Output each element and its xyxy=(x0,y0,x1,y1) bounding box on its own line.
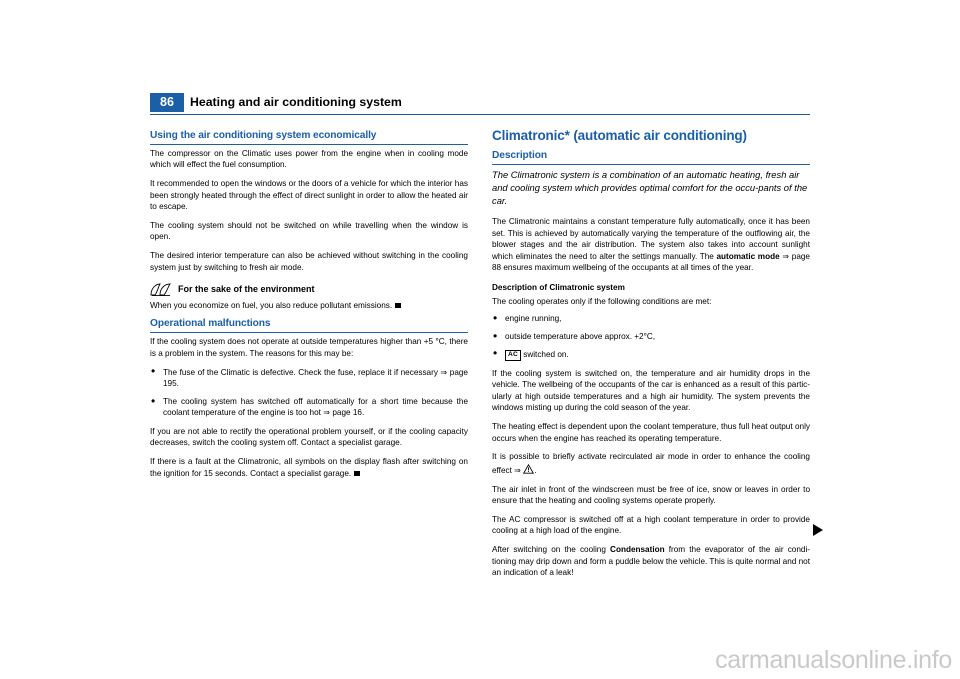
page-number: 86 xyxy=(150,93,184,112)
section-heading-malfunctions: Operational malfunctions xyxy=(150,318,468,333)
environment-leaf-icon xyxy=(150,282,172,297)
paragraph: If you are not able to rectify the operational problem yourself, or if the cooling capacity decreases, switch the cooling system off. Contact a specialist garage. xyxy=(150,426,468,448)
subheading-description-of-system: Description of Climatronic system xyxy=(492,283,625,293)
section-heading-description: Description xyxy=(492,150,810,165)
paragraph: The cooling system should not be switched on while travelling when the window is open. xyxy=(150,220,468,242)
end-of-section-marker xyxy=(395,303,401,309)
paragraph: If the cooling system does not operate at outside temperatures higher than +5 °C, there is a problem in the system. The reasons for this may be: xyxy=(150,337,468,358)
paragraph: The compressor on the Climatic uses power from the engine when in cooling mode which will effect the fuel consumption. xyxy=(150,148,468,170)
continue-arrow-icon xyxy=(813,524,823,536)
paragraph: The AC compressor is switched off at a high coolant temperature in order to provide cooling at a high load of the engine. xyxy=(492,515,810,536)
chapter-heading-climatronic: Climatronic* (automatic air conditioning) xyxy=(492,128,747,143)
header-divider xyxy=(150,114,810,115)
paragraph: The desired interior temperature can also be achieved without switching in the cooling system just by switching to fresh air mode. xyxy=(150,251,468,272)
bold-term-automatic-mode: automatic mode xyxy=(716,251,780,261)
left-column xyxy=(150,130,468,486)
end-of-section-marker xyxy=(354,471,360,477)
paragraph: If the cooling system is switched on, the temperature and air humidity drops in the vehicle. The wellbeing of the occupants of the car is enhanced as a result of this partic-ularly at high outside temperatures and a high air humidity. The system prevents the windows misting up during the cold season of the year. xyxy=(492,368,810,413)
right-column xyxy=(492,130,810,586)
environment-note-label: For the sake of the environment xyxy=(178,284,315,295)
intro-italic-text: The Climatronic system is a combination of an automatic heating, fresh air and cooling system which provides optimal comfort for the occu-pants of the car. xyxy=(492,169,808,207)
page-title: Heating and air conditioning system xyxy=(190,95,402,109)
warning-triangle-icon xyxy=(523,464,534,474)
paragraph: The cooling operates only if the following conditions are met: xyxy=(492,296,712,306)
conditions-bullet-list xyxy=(492,313,810,361)
list-item: • AC switched on. xyxy=(492,349,810,361)
section-heading-economical: Using the air conditioning system economically xyxy=(150,130,468,145)
page-header xyxy=(150,93,810,119)
paragraph: If there is a fault at the Climatronic, all symbols on the display flash after switching on the ignition for 15 seconds. Contact a specialist garage. xyxy=(150,457,468,478)
paragraph: The Climatronic maintains a constant temperature fully automatically, once it has been set. This is achieved by automatically varying the temperature of the outflowing air, the blower stages and the air distribution. The system also takes into account sunlight which eliminates the need to alter the settings manually. The automatic mode ⇒ page 88 ensures maximum wellbeing of the occupants at all times of the year. xyxy=(492,217,810,272)
paragraph: It is possible to briefly activate recirculated air mode in order to enhance the cooling effect ⇒ . xyxy=(492,452,810,475)
watermark: carmanualsonline.info xyxy=(715,646,952,674)
list-item: • The fuse of the Climatic is defective. Check the fuse, replace it if necessary ⇒ page 195. xyxy=(150,367,468,390)
paragraph: After switching on the cooling Condensation from the evaporator of the air condi-tioning may drip down and form a puddle below the vehicle. This is quite normal and not an indication of a leak! xyxy=(492,545,810,578)
environment-note-text: When you economize on fuel, you also reduce pollutant emissions. xyxy=(150,300,468,311)
ac-button-icon: AC xyxy=(505,350,521,361)
list-item: • outside temperature above approx. +2°C, xyxy=(492,331,810,342)
bold-term-condensation: Condensation xyxy=(610,545,665,555)
list-item: • engine running, xyxy=(492,313,810,324)
list-item: • The cooling system has switched off automatically for a short time because the coolant temperature of the engine is too hot ⇒ page 16. xyxy=(150,396,468,419)
paragraph: The heating effect is dependent upon the coolant temperature, thus full heat output only occurs when the engine has reached its operating temperature. xyxy=(492,422,810,443)
malfunction-bullet-list xyxy=(150,367,468,419)
paragraph: It recommended to open the windows or the doors of a vehicle for which the interior has been strongly heated through the effect of direct sunlight in order to allow the heated air to escape. xyxy=(150,179,468,212)
environment-note-heading xyxy=(150,281,468,296)
paragraph: The air inlet in front of the windscreen must be free of ice, snow or leaves in order to ensure that the heating and cooling systems operate properly. xyxy=(492,484,810,506)
